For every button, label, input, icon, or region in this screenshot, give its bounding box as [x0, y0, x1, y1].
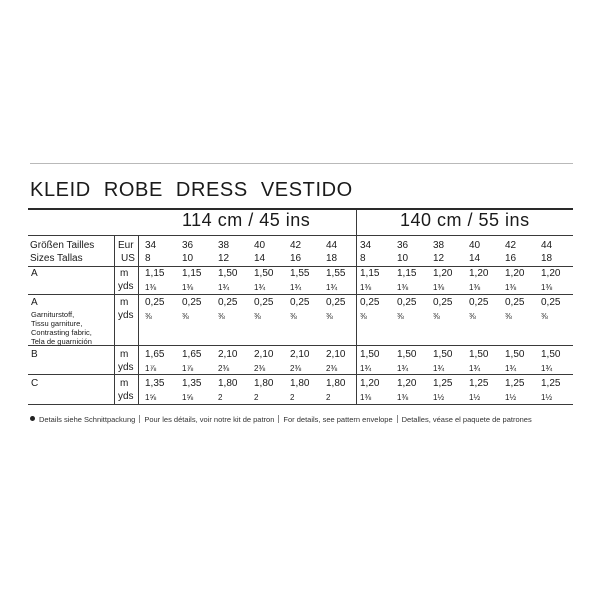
eur-size-cell: 42 — [505, 240, 517, 251]
page-title — [30, 179, 366, 202]
us-size-cell: 10 — [182, 253, 194, 264]
yards-cell: 2 — [254, 393, 259, 402]
yards-cell: ⅜ — [182, 312, 189, 321]
yards-cell: 1⅜ — [397, 393, 409, 402]
us-size-cell: 16 — [505, 253, 517, 264]
sizes-label-line1: Größen Tailles — [30, 240, 95, 251]
column-divider — [356, 210, 357, 404]
yards-cell: 1⅜ — [433, 283, 445, 292]
yards-cell: 1¾ — [360, 364, 372, 373]
meters-cell: 1,80 — [290, 378, 310, 389]
meters-cell: 1,20 — [433, 268, 453, 279]
footer-separator — [397, 415, 398, 423]
yards-cell: 2⅜ — [218, 364, 230, 373]
yards-cell: 1¾ — [433, 364, 445, 373]
us-size-cell: 14 — [254, 253, 266, 264]
us-size-cell: 8 — [145, 253, 151, 264]
yards-cell: 1⅜ — [469, 283, 481, 292]
unit-meters-label: m — [120, 268, 129, 279]
meters-cell: 1,50 — [218, 268, 238, 279]
meters-cell: 2,10 — [254, 349, 274, 360]
unit-meters-label: m — [120, 349, 129, 360]
unit-meters-label: m — [120, 297, 129, 308]
footer-separator — [139, 415, 140, 423]
meters-cell: 1,55 — [326, 268, 346, 279]
us-size-cell: 14 — [469, 253, 481, 264]
yards-cell: 2 — [218, 393, 223, 402]
yards-cell: 1½ — [505, 393, 517, 402]
meters-cell: 1,50 — [541, 349, 561, 360]
meters-cell: 1,50 — [505, 349, 525, 360]
eur-size-cell: 40 — [254, 240, 266, 251]
unit-yards-label: yds — [118, 281, 134, 292]
column-divider — [114, 236, 115, 404]
yards-cell: ⅜ — [290, 312, 297, 321]
yards-cell: 1¾ — [254, 283, 266, 292]
meters-cell: 1,65 — [145, 349, 165, 360]
yards-cell: 1⅝ — [145, 393, 157, 402]
view-label: A — [31, 268, 38, 279]
eur-size-cell: 40 — [469, 240, 481, 251]
us-size-cell: 12 — [218, 253, 230, 264]
footer-note-french: Pour les détails, voir notre kit de patron — [144, 415, 275, 424]
yards-cell: 1¾ — [541, 364, 553, 373]
yards-cell: 1⅞ — [145, 364, 157, 373]
eur-size-cell: 36 — [397, 240, 409, 251]
meters-cell: 2,10 — [326, 349, 346, 360]
yards-cell: 2 — [290, 393, 295, 402]
meters-cell: 0,25 — [145, 297, 165, 308]
yards-cell: ⅜ — [254, 312, 261, 321]
meters-cell: 2,10 — [290, 349, 310, 360]
yards-cell: 1⅜ — [505, 283, 517, 292]
yards-cell: 1⅜ — [541, 283, 553, 292]
row-divider — [28, 235, 573, 236]
eur-size-cell: 44 — [541, 240, 553, 251]
meters-cell: 1,20 — [360, 378, 380, 389]
eur-label: Eur — [118, 240, 134, 251]
meters-cell: 1,20 — [505, 268, 525, 279]
us-size-cell: 8 — [360, 253, 366, 264]
yards-cell: 1⅜ — [145, 283, 157, 292]
meters-cell: 1,50 — [360, 349, 380, 360]
view-label: C — [31, 378, 39, 389]
us-size-cell: 12 — [433, 253, 445, 264]
eur-size-cell: 34 — [145, 240, 157, 251]
yards-cell: ⅜ — [218, 312, 225, 321]
yards-cell: 1¾ — [469, 364, 481, 373]
yards-cell: 1½ — [469, 393, 481, 402]
meters-cell: 1,25 — [433, 378, 453, 389]
fabric-width-140: 140 cm / 55 ins — [400, 210, 530, 230]
title-spanish: VESTIDO — [260, 179, 353, 201]
meters-cell: 1,25 — [541, 378, 561, 389]
view-description-line: Tela de guarnición — [31, 337, 92, 346]
column-divider — [138, 236, 139, 404]
eur-size-cell: 42 — [290, 240, 302, 251]
meters-cell: 0,25 — [360, 297, 380, 308]
meters-cell: 1,80 — [218, 378, 238, 389]
meters-cell: 1,65 — [182, 349, 202, 360]
yards-cell: ⅜ — [541, 312, 548, 321]
yards-cell: ⅜ — [505, 312, 512, 321]
meters-cell: 0,25 — [505, 297, 525, 308]
us-size-cell: 18 — [541, 253, 553, 264]
meters-cell: 2,10 — [218, 349, 238, 360]
meters-cell: 0,25 — [469, 297, 489, 308]
title-french: ROBE — [103, 179, 163, 201]
us-label: US — [121, 253, 135, 264]
yards-cell: 1¾ — [290, 283, 302, 292]
yards-cell: 1½ — [433, 393, 445, 402]
meters-cell: 1,50 — [397, 349, 417, 360]
meters-cell: 0,25 — [182, 297, 202, 308]
row-divider — [28, 266, 573, 267]
meters-cell: 1,50 — [254, 268, 274, 279]
meters-cell: 1,20 — [397, 378, 417, 389]
yards-cell: 1⅜ — [397, 283, 409, 292]
view-description-line: Tissu garniture, — [31, 319, 83, 328]
meters-cell: 0,25 — [218, 297, 238, 308]
view-description-line: Contrasting fabric, — [31, 328, 92, 337]
yards-cell: 1¾ — [397, 364, 409, 373]
meters-cell: 1,25 — [505, 378, 525, 389]
view-description-line: Garniturstoff, — [31, 310, 75, 319]
us-size-cell: 18 — [326, 253, 338, 264]
yards-cell: 1⅜ — [360, 393, 372, 402]
title-german: KLEID — [30, 179, 91, 201]
row-divider — [28, 294, 573, 295]
meters-cell: 0,25 — [541, 297, 561, 308]
meters-cell: 0,25 — [397, 297, 417, 308]
fabric-width-114: 114 cm / 45 ins — [182, 210, 311, 230]
yards-cell: ⅜ — [145, 312, 152, 321]
eur-size-cell: 34 — [360, 240, 372, 251]
bullet-icon — [30, 416, 35, 421]
row-divider — [28, 345, 573, 346]
meters-cell: 1,80 — [326, 378, 346, 389]
eur-size-cell: 36 — [182, 240, 194, 251]
yards-cell: 2⅜ — [290, 364, 302, 373]
sizes-label-line2: Sizes Tallas — [30, 253, 83, 264]
yards-cell: 2⅜ — [254, 364, 266, 373]
meters-cell: 1,35 — [145, 378, 165, 389]
unit-yards-label: yds — [118, 362, 134, 373]
unit-yards-label: yds — [118, 310, 134, 321]
footer-note-spanish: Detalles, véase el paquete de patrones — [401, 415, 532, 424]
unit-meters-label: m — [120, 378, 129, 389]
eur-size-cell: 38 — [218, 240, 230, 251]
view-label: B — [31, 349, 38, 360]
yards-cell: 2 — [326, 393, 331, 402]
meters-cell: 1,55 — [290, 268, 310, 279]
yards-cell: 1½ — [541, 393, 553, 402]
yards-cell: 2⅜ — [326, 364, 338, 373]
yards-cell: 1⅜ — [182, 283, 194, 292]
title-english: DRESS — [175, 179, 248, 201]
yards-cell: 1¾ — [218, 283, 230, 292]
row-divider — [28, 404, 573, 405]
meters-cell: 0,25 — [326, 297, 346, 308]
yards-cell: 1⅜ — [360, 283, 372, 292]
meters-cell: 1,15 — [182, 268, 202, 279]
yards-cell: ⅜ — [433, 312, 440, 321]
meters-cell: 1,15 — [360, 268, 380, 279]
meters-cell: 1,15 — [145, 268, 165, 279]
meters-cell: 1,80 — [254, 378, 274, 389]
row-divider — [28, 374, 573, 375]
footer-note-german: Details siehe Schnittpackung — [39, 415, 136, 424]
yards-cell: ⅜ — [326, 312, 333, 321]
footer-notes — [30, 414, 575, 426]
yards-cell: ⅜ — [397, 312, 404, 321]
yards-cell: 1¾ — [326, 283, 338, 292]
meters-cell: 1,50 — [469, 349, 489, 360]
meters-cell: 0,25 — [290, 297, 310, 308]
us-size-cell: 16 — [290, 253, 302, 264]
meters-cell: 1,35 — [182, 378, 202, 389]
footer-note-english: For details, see pattern envelope — [283, 415, 393, 424]
unit-yards-label: yds — [118, 391, 134, 402]
eur-size-cell: 38 — [433, 240, 445, 251]
meters-cell: 1,20 — [469, 268, 489, 279]
meters-cell: 0,25 — [254, 297, 274, 308]
yards-cell: 1¾ — [505, 364, 517, 373]
top-divider — [30, 163, 573, 164]
yards-cell: ⅜ — [360, 312, 367, 321]
footer-separator — [278, 415, 279, 423]
meters-cell: 1,20 — [541, 268, 561, 279]
eur-size-cell: 44 — [326, 240, 338, 251]
yards-cell: 1⅞ — [182, 364, 194, 373]
meters-cell: 1,50 — [433, 349, 453, 360]
yards-cell: ⅜ — [469, 312, 476, 321]
meters-cell: 1,25 — [469, 378, 489, 389]
meters-cell: 1,15 — [397, 268, 417, 279]
meters-cell: 0,25 — [433, 297, 453, 308]
us-size-cell: 10 — [397, 253, 409, 264]
yards-cell: 1⅝ — [182, 393, 194, 402]
view-label: A — [31, 297, 38, 308]
